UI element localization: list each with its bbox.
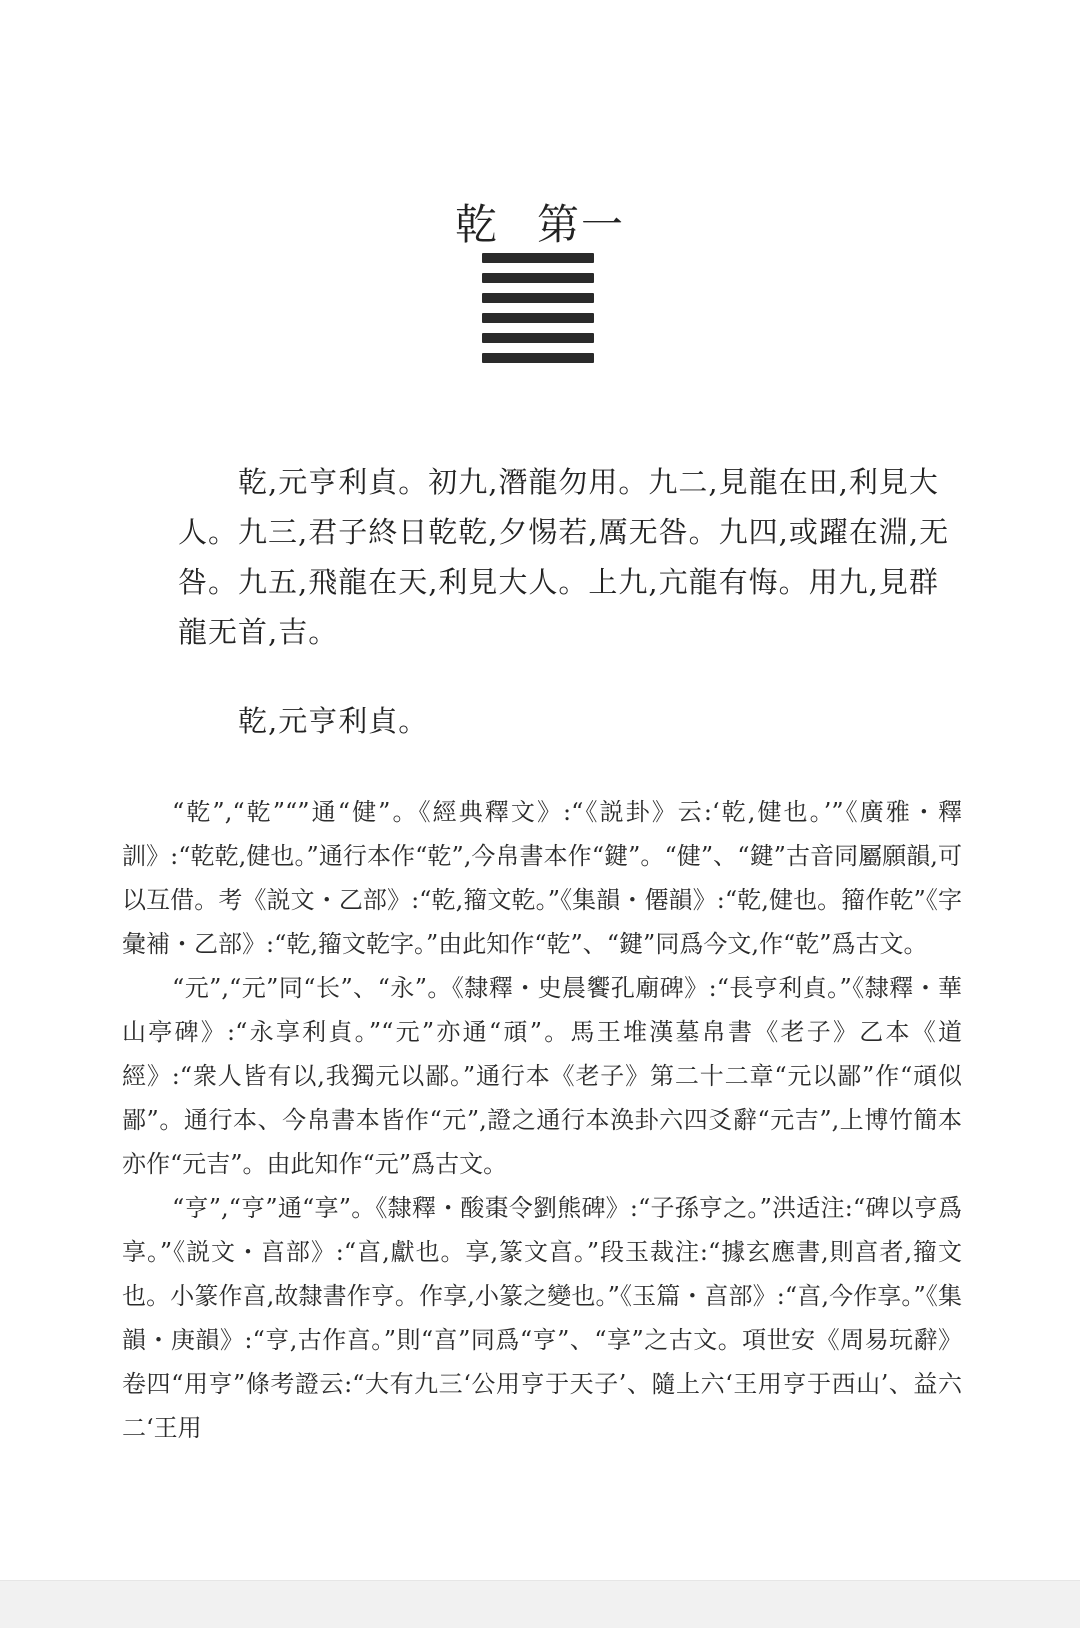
chapter-number: 第一	[537, 200, 626, 249]
commentary-paragraph: “亨”,“亨”通“享”。《隸釋・酸棗令劉熊碑》:“子孫亨之。”洪适注:“碑以亨爲享。”《説文・亯部》:“亯,獻也。享,篆文亯。”段玉裁注:“據玄應書,則亯者,籀文也。小篆作亯,故隸書作亨。作享,小篆之變也。”《玉篇・亯部》:“亯,今作享。”《集韻・庚韻》:“亨,古作亯。”則“亯”同爲“亨”、“享”之古文。項世安《周易玩辭》卷四“用亨”條考證云:“大有九三‘公用亨于天子’、隨上六‘王用亨于西山’、益六二‘王用	[122, 1194, 962, 1442]
hexagram-name: 乾	[454, 200, 499, 249]
commentary-paragraph: “乾”,“乾”“”通“健”。《經典釋文》:“《説卦》云:‘乾,健也。’”《廣雅・釋訓》:“乾乾,健也。”通行本作“乾”,今帛書本作“鍵”。“健”、“鍵”古音同屬願韻,可以互借。考《説文・乙部》:“乾,籀文乾。”《集韻・僊韻》:“乾,健也。籀作乾”《字彙補・乙部》:“乾,籀文乾字。”由此知作“乾”、“鍵”同爲今文,作“乾”爲古文。	[122, 798, 962, 958]
bottom-band	[0, 1580, 1080, 1628]
hexagram-line	[482, 273, 594, 283]
qian-hexagram-icon	[482, 253, 594, 373]
hexagram-line	[482, 313, 594, 323]
chapter-title	[0, 192, 1080, 252]
section-heading: 乾,元亨利貞。	[238, 704, 429, 738]
commentary-paragraph: “元”,“元”同“长”、“永”。《隸釋・史晨饗孔廟碑》:“長亨利貞。”《隸釋・華山亭碑》:“永享利貞。”“元”亦通“頑”。馬王堆漢墓帛書《老子》乙本《道經》:“衆人皆有以,我獨元以鄙。”通行本《老子》第二十二章“元以鄙”作“頑似鄙”。通行本、今帛書本皆作“元”,證之通行本涣卦六四爻辭“元吉”,上博竹簡本亦作“元吉”。由此知作“元”爲古文。	[122, 974, 962, 1178]
hexagram-line	[482, 333, 594, 343]
commentary	[122, 790, 962, 1450]
hexagram-line	[482, 293, 594, 303]
hexagram-line	[482, 253, 594, 263]
scripture-text: 乾,元亨利貞。初九,潛龍勿用。九二,見龍在田,利見大人。九三,君子終日乾乾,夕惕若,厲无咎。九四,或躍在淵,无咎。九五,飛龍在天,利見大人。上九,亢龍有悔。用九,見群龍无首,吉。	[178, 465, 950, 649]
hexagram-line	[482, 353, 594, 363]
